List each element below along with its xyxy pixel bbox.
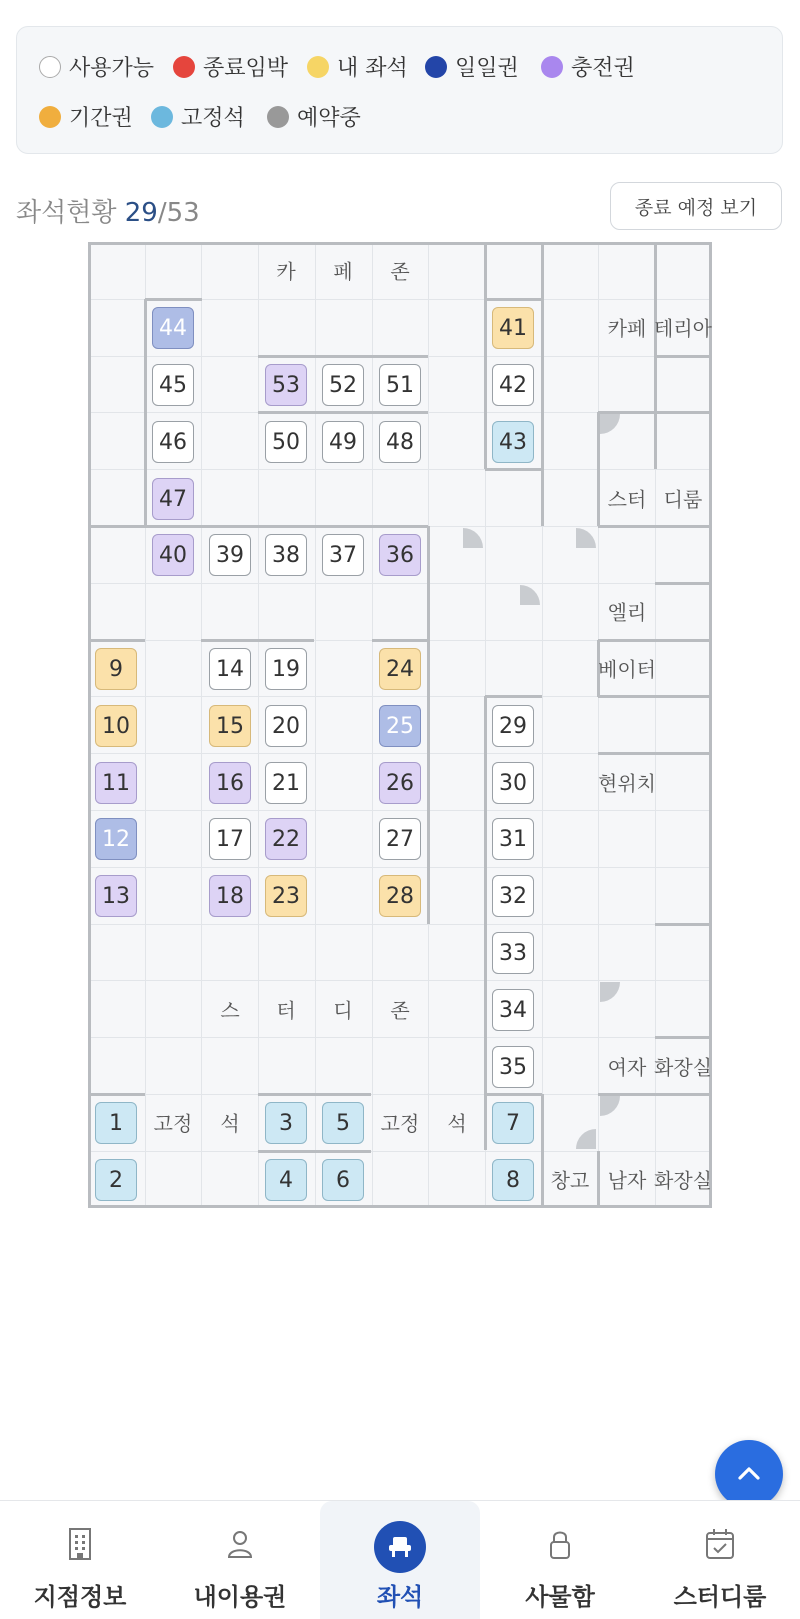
seat-map (88, 242, 712, 1208)
map-label: 고정 (380, 1111, 420, 1136)
grid-line (258, 242, 259, 1208)
grid-line (598, 242, 599, 1208)
map-label: 베이터 (598, 657, 656, 682)
seat-6[interactable]: 6 (322, 1159, 364, 1201)
wall (541, 242, 544, 526)
map-label: 존 (390, 998, 410, 1023)
seat-31[interactable]: 31 (492, 818, 534, 860)
chevron-up-icon (734, 1459, 764, 1489)
seat-20[interactable]: 20 (265, 705, 307, 747)
legend-item: 기간권 (39, 101, 133, 132)
seat-24[interactable]: 24 (379, 648, 421, 690)
wall (541, 1094, 544, 1208)
seat-8[interactable]: 8 (492, 1159, 534, 1201)
seat-12[interactable]: 12 (95, 818, 137, 860)
seat-49[interactable]: 49 (322, 421, 364, 463)
wall (655, 923, 712, 926)
map-label: 화장실 (654, 1168, 712, 1193)
wall (598, 752, 711, 755)
wall (484, 696, 487, 1150)
map-label: 페 (333, 259, 353, 284)
seat-47[interactable]: 47 (152, 478, 194, 520)
status-dot-icon (173, 56, 195, 78)
seat-used-count: 29 (124, 198, 158, 228)
seat-10[interactable]: 10 (95, 705, 137, 747)
seat-26[interactable]: 26 (379, 762, 421, 804)
wall (145, 298, 202, 301)
map-label: 고정 (153, 1111, 193, 1136)
nav-seat[interactable] (320, 1501, 480, 1619)
seat-41[interactable]: 41 (492, 307, 534, 349)
wall (258, 355, 428, 358)
wall (655, 1036, 712, 1039)
seat-33[interactable]: 33 (492, 932, 534, 974)
map-label: 엘리 (607, 600, 647, 625)
wall (597, 1151, 600, 1208)
status-dot-icon (39, 106, 61, 128)
grid-line (88, 810, 712, 811)
seat-11[interactable]: 11 (95, 762, 137, 804)
grid-line (88, 1037, 712, 1038)
seat-35[interactable]: 35 (492, 1046, 534, 1088)
seat-status (16, 192, 200, 229)
grid-line (88, 924, 712, 925)
scroll-top-button[interactable] (715, 1440, 783, 1508)
map-label: 디룸 (663, 487, 703, 512)
door-icon (520, 585, 540, 605)
wall (201, 639, 314, 642)
nav-study-room[interactable] (640, 1501, 800, 1619)
map-label: 여자 (607, 1055, 647, 1080)
seat-9[interactable]: 9 (95, 648, 137, 690)
seat-30[interactable]: 30 (492, 762, 534, 804)
seat-46[interactable]: 46 (152, 421, 194, 463)
status-dot-icon (151, 106, 173, 128)
legend-item: 일일권 (425, 51, 519, 82)
seat-28[interactable]: 28 (379, 875, 421, 917)
door-icon (600, 414, 620, 434)
seat-3[interactable]: 3 (265, 1102, 307, 1144)
seat-4[interactable]: 4 (265, 1159, 307, 1201)
nav-label: 지점정보 (33, 1583, 127, 1611)
seat-2[interactable]: 2 (95, 1159, 137, 1201)
seat-status-title: 좌석현황 (16, 198, 117, 228)
seat-5[interactable]: 5 (322, 1102, 364, 1144)
grid-line (88, 1151, 712, 1152)
wall (258, 1150, 371, 1153)
map-label: 스터 (607, 487, 647, 512)
seat-53[interactable]: 53 (265, 364, 307, 406)
seat-51[interactable]: 51 (379, 364, 421, 406)
seat-25[interactable]: 25 (379, 705, 421, 747)
wall (88, 639, 145, 642)
grid-line (372, 242, 373, 1208)
legend-item: 종료임박 (173, 51, 288, 82)
seat-44[interactable]: 44 (152, 307, 194, 349)
wall (485, 468, 542, 471)
lock-icon (545, 1527, 575, 1561)
wall (485, 1093, 542, 1096)
wall (427, 640, 430, 924)
seat-total-count: /53 (157, 198, 200, 228)
nav-label: 내이용권 (193, 1583, 287, 1611)
grid-line (88, 867, 712, 868)
wall (484, 242, 487, 299)
map-label: 석 (220, 1111, 240, 1136)
seat-19[interactable]: 19 (265, 648, 307, 690)
seat-43[interactable]: 43 (492, 421, 534, 463)
seat-1[interactable]: 1 (95, 1102, 137, 1144)
seat-52[interactable]: 52 (322, 364, 364, 406)
map-label: 테리아 (654, 316, 712, 341)
nav-label: 좌석 (376, 1583, 424, 1611)
grid-line (88, 980, 712, 981)
seat-40[interactable]: 40 (152, 534, 194, 576)
map-label: 존 (390, 259, 410, 284)
seat-7[interactable]: 7 (492, 1102, 534, 1144)
legend-item: 내 좌석 (307, 51, 408, 82)
seat-18[interactable]: 18 (209, 875, 251, 917)
wall (484, 299, 487, 469)
wall (258, 411, 428, 414)
map-label: 카페 (607, 316, 647, 341)
map-label: 석 (447, 1111, 467, 1136)
seat-icon (374, 1521, 426, 1573)
map-label: 터 (276, 998, 296, 1023)
wall (88, 242, 91, 1208)
grid-line (88, 583, 712, 584)
wall (427, 526, 430, 640)
legend-item: 예약중 (267, 101, 361, 132)
wall (598, 525, 711, 528)
seat-48[interactable]: 48 (379, 421, 421, 463)
wall (485, 298, 542, 301)
building-icon (65, 1527, 95, 1561)
wall (655, 582, 712, 585)
seat-42[interactable]: 42 (492, 364, 534, 406)
grid-line (315, 242, 316, 1208)
door-icon (600, 982, 620, 1002)
seat-15[interactable]: 15 (209, 705, 251, 747)
status-dot-icon (425, 56, 447, 78)
map-label: 카 (276, 259, 296, 284)
seat-21[interactable]: 21 (265, 762, 307, 804)
door-icon (600, 1096, 620, 1116)
wall (485, 695, 542, 698)
wall (258, 1093, 371, 1096)
wall (598, 639, 711, 642)
nav-branch-info[interactable] (0, 1501, 160, 1619)
seat-27[interactable]: 27 (379, 818, 421, 860)
legend-panel (16, 26, 783, 154)
seat-16[interactable]: 16 (209, 762, 251, 804)
wall (655, 355, 712, 358)
nav-locker[interactable] (480, 1501, 640, 1619)
door-icon (576, 1129, 596, 1149)
seat-17[interactable]: 17 (209, 818, 251, 860)
seat-45[interactable]: 45 (152, 364, 194, 406)
wall (88, 525, 428, 528)
seat-50[interactable]: 50 (265, 421, 307, 463)
map-label: 남자 (607, 1168, 647, 1193)
status-dot-icon (307, 56, 329, 78)
seat-22[interactable]: 22 (265, 818, 307, 860)
seat-14[interactable]: 14 (209, 648, 251, 690)
wall (598, 695, 711, 698)
map-label: 디 (333, 998, 353, 1023)
wall (88, 242, 712, 245)
legend-item: 고정석 (151, 101, 245, 132)
status-dot-icon (39, 56, 61, 78)
status-dot-icon (267, 106, 289, 128)
seat-23[interactable]: 23 (265, 875, 307, 917)
person-icon (225, 1527, 255, 1561)
nav-my-passes[interactable] (160, 1501, 320, 1619)
seat-29[interactable]: 29 (492, 705, 534, 747)
seat-39[interactable]: 39 (209, 534, 251, 576)
grid-line (88, 469, 712, 470)
seat-38[interactable]: 38 (265, 534, 307, 576)
legend-item: 충전권 (541, 51, 635, 82)
map-label: 화장실 (654, 1055, 712, 1080)
seat-37[interactable]: 37 (322, 534, 364, 576)
seat-34[interactable]: 34 (492, 989, 534, 1031)
map-label: 현위치 (598, 771, 656, 796)
status-dot-icon (541, 56, 563, 78)
grid-line (201, 242, 202, 1208)
legend-item: 사용가능 (39, 51, 154, 82)
seat-36[interactable]: 36 (379, 534, 421, 576)
door-icon (463, 528, 483, 548)
wall (372, 639, 429, 642)
wall (144, 299, 147, 526)
nav-label: 스터디룸 (673, 1583, 767, 1611)
bottom-nav (0, 1500, 800, 1619)
wall (88, 1205, 712, 1208)
calendar-check-icon (704, 1527, 736, 1561)
map-label: 창고 (550, 1168, 590, 1193)
end-schedule-button[interactable]: 종료 예정 보기 (610, 182, 782, 230)
map-label: 스 (220, 998, 240, 1023)
seat-32[interactable]: 32 (492, 875, 534, 917)
seat-13[interactable]: 13 (95, 875, 137, 917)
wall (88, 1093, 145, 1096)
door-icon (576, 528, 596, 548)
nav-label: 사물함 (525, 1583, 595, 1611)
